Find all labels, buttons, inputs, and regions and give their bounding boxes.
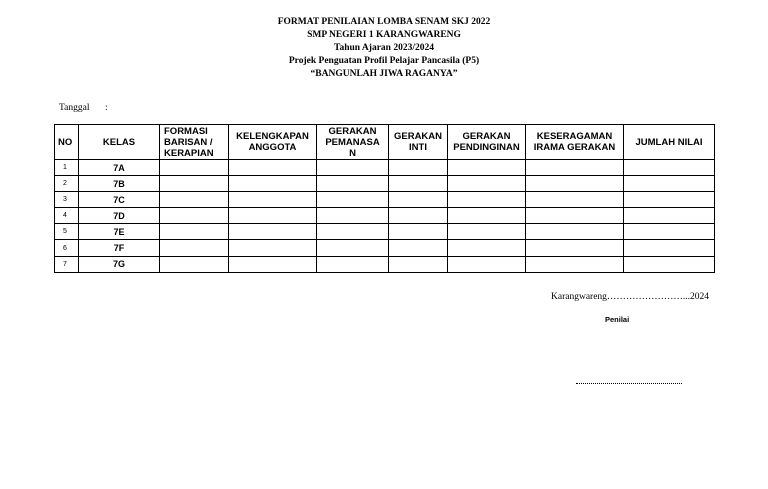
cell-jumlah[interactable] (624, 208, 715, 224)
cell-formasi[interactable] (160, 208, 229, 224)
cell-pendinginan[interactable] (448, 256, 526, 272)
cell-inti[interactable] (389, 224, 448, 240)
cell-jumlah[interactable] (624, 176, 715, 192)
cell-inti[interactable] (389, 240, 448, 256)
cell-formasi[interactable] (160, 160, 229, 176)
header-formasi: FORMASI BARISAN / KERAPIAN (160, 125, 229, 160)
cell-formasi[interactable] (160, 240, 229, 256)
header-inti: GERAKAN INTI (389, 125, 448, 160)
cell-pemanasan[interactable] (317, 160, 389, 176)
date-field (59, 103, 108, 113)
table-row (55, 224, 715, 240)
table-row (55, 192, 715, 208)
cell-inti[interactable] (389, 208, 448, 224)
cell-kelengkapan[interactable] (229, 208, 317, 224)
cell-kelas: 7D (79, 208, 160, 224)
table-row (55, 240, 715, 256)
cell-pendinginan[interactable] (448, 224, 526, 240)
cell-keseragaman[interactable] (526, 224, 624, 240)
header-pemanasan: GERAKAN PEMANASA N (317, 125, 389, 160)
cell-no: 5 (55, 224, 79, 240)
cell-formasi[interactable] (160, 192, 229, 208)
assessor-label: Penilai (605, 315, 630, 324)
cell-kelengkapan[interactable] (229, 192, 317, 208)
date-label: Tanggal (59, 103, 90, 113)
cell-jumlah[interactable] (624, 224, 715, 240)
cell-kelengkapan[interactable] (229, 240, 317, 256)
document-header (0, 16, 768, 81)
cell-kelas: 7C (79, 192, 160, 208)
cell-kelengkapan[interactable] (229, 160, 317, 176)
cell-jumlah[interactable] (624, 192, 715, 208)
header-kelengkapan: KELENGKAPAN ANGGOTA (229, 125, 317, 160)
cell-pemanasan[interactable] (317, 192, 389, 208)
cell-kelas: 7F (79, 240, 160, 256)
cell-formasi[interactable] (160, 176, 229, 192)
cell-no: 2 (55, 176, 79, 192)
cell-inti[interactable] (389, 192, 448, 208)
cell-pemanasan[interactable] (317, 176, 389, 192)
header-kelas: KELAS (79, 125, 160, 160)
cell-kelengkapan[interactable] (229, 224, 317, 240)
table-row (55, 256, 715, 272)
cell-jumlah[interactable] (624, 240, 715, 256)
cell-kelas: 7E (79, 224, 160, 240)
cell-keseragaman[interactable] (526, 160, 624, 176)
cell-no: 3 (55, 192, 79, 208)
cell-keseragaman[interactable] (526, 256, 624, 272)
cell-pendinginan[interactable] (448, 176, 526, 192)
cell-no: 1 (55, 160, 79, 176)
date-colon: : (105, 103, 108, 113)
cell-jumlah[interactable] (624, 256, 715, 272)
cell-kelengkapan[interactable] (229, 176, 317, 192)
header-academic-year: Tahun Ajaran 2023/2024 (334, 43, 434, 53)
cell-pemanasan[interactable] (317, 256, 389, 272)
cell-kelas: 7A (79, 160, 160, 176)
table-row (55, 160, 715, 176)
table-row (55, 208, 715, 224)
cell-jumlah[interactable] (624, 160, 715, 176)
header-pendinginan: GERAKAN PENDINGINAN (448, 125, 526, 160)
cell-inti[interactable] (389, 176, 448, 192)
signature-line (576, 377, 682, 384)
place-date: Karangwareng……………………...2024 (551, 292, 710, 302)
cell-kelengkapan[interactable] (229, 256, 317, 272)
cell-no: 4 (55, 208, 79, 224)
header-keseragaman: KESERAGAMAN IRAMA GERAKAN (526, 125, 624, 160)
cell-pendinginan[interactable] (448, 192, 526, 208)
cell-pemanasan[interactable] (317, 208, 389, 224)
header-theme: “BANGUNLAH JIWA RAGANYA” (310, 69, 458, 79)
cell-formasi[interactable] (160, 224, 229, 240)
cell-inti[interactable] (389, 160, 448, 176)
cell-kelas: 7B (79, 176, 160, 192)
cell-kelas: 7G (79, 256, 160, 272)
header-school: SMP NEGERI 1 KARANGWARENG (307, 30, 461, 40)
header-project: Projek Penguatan Profil Pelajar Pancasila (P5) (288, 56, 480, 66)
cell-pemanasan[interactable] (317, 224, 389, 240)
cell-pendinginan[interactable] (448, 240, 526, 256)
header-no: NO (55, 125, 79, 160)
header-jumlah: JUMLAH NILAI (624, 125, 715, 160)
cell-keseragaman[interactable] (526, 192, 624, 208)
cell-pendinginan[interactable] (448, 160, 526, 176)
cell-inti[interactable] (389, 256, 448, 272)
cell-pemanasan[interactable] (317, 240, 389, 256)
cell-pendinginan[interactable] (448, 208, 526, 224)
cell-no: 7 (55, 256, 79, 272)
cell-keseragaman[interactable] (526, 240, 624, 256)
cell-no: 6 (55, 240, 79, 256)
cell-formasi[interactable] (160, 256, 229, 272)
table-header-row (55, 125, 715, 160)
score-table (54, 124, 715, 273)
cell-keseragaman[interactable] (526, 208, 624, 224)
cell-keseragaman[interactable] (526, 176, 624, 192)
table-row (55, 176, 715, 192)
header-title: FORMAT PENILAIAN LOMBA SENAM SKJ 2022 (277, 17, 491, 27)
